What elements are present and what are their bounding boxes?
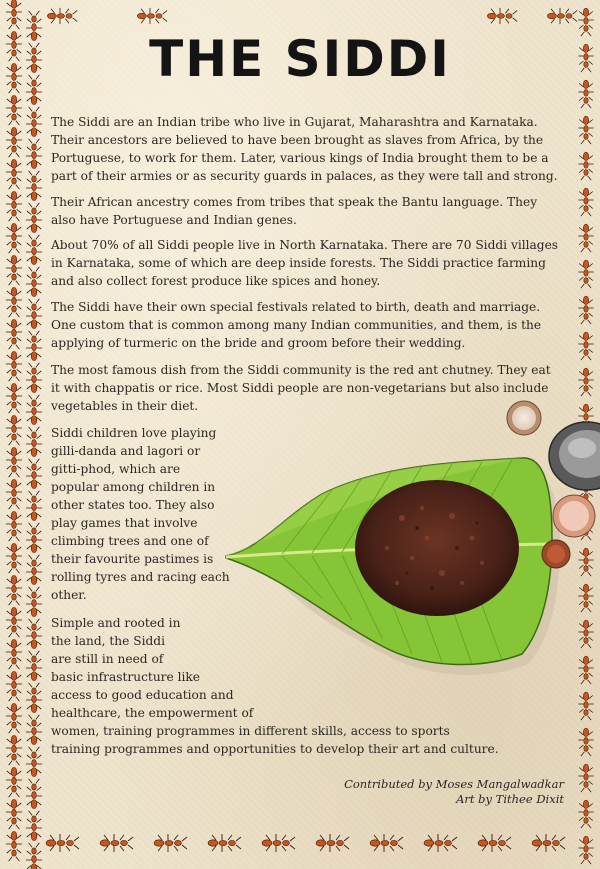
- games-paragraph: Siddi children love playing gilli-danda and lagori or gitti-phod, which are popular among children in other states too. They also play games that involve climbing trees and one of their favourite pastimes is rolling tyres and racing each other.: [51, 426, 230, 602]
- red-ant-icon: [578, 836, 593, 864]
- ancestry-paragraph: Their African ancestry comes from tribes that speak the Bantu language. They also have Portuguese and Indian genes.: [51, 195, 538, 227]
- red-ant-icon: [208, 834, 241, 852]
- red-ant-icon: [6, 479, 22, 509]
- red-ant-icon: [6, 575, 22, 605]
- intro-paragraph: The Siddi are an Indian tribe who live in Gujarat, Maharashtra and Karnataka. Their ancestors are believed to have been brought as slaves from Africa, by the Portuguese, to work for them. Later, various kings of India brought them to be a part of their armies or as security guards in palaces, as they were tall and strong.: [51, 115, 558, 183]
- food-paragraph: The most famous dish from the Siddi community is the red ant chutney. They eat it with chappatis or rice. Most Siddi people are non-vegetarians but also include vegetables in their diet.: [51, 363, 551, 413]
- top-ant-border: [40, 0, 600, 34]
- red-ant-icon: [26, 683, 42, 713]
- red-ant-icon: [532, 834, 565, 852]
- red-ant-icon: [6, 767, 22, 797]
- red-ant-icon: [6, 415, 22, 445]
- red-ant-icon: [6, 831, 22, 861]
- needs-line: healthcare, the empowerment of: [51, 706, 254, 720]
- red-ant-icon: [26, 235, 42, 265]
- red-ant-icon: [100, 834, 133, 852]
- banana-leaf-red-ant-chutney-icon: [222, 398, 600, 678]
- red-ant-icon: [26, 139, 42, 169]
- red-ant-icon: [6, 191, 22, 221]
- needs-line: are still in need of: [51, 652, 164, 666]
- red-ant-icon: [6, 319, 22, 349]
- red-ant-icon: [6, 799, 22, 829]
- red-ant-icon: [26, 491, 42, 521]
- red-ant-icon: [6, 127, 22, 157]
- red-ant-icon: [578, 116, 593, 144]
- red-ant-icon: [578, 152, 593, 180]
- needs-line: basic infrastructure like: [51, 670, 200, 684]
- red-ant-icon: [6, 735, 22, 765]
- needs-line: training programmes and opportunities to develop their art and culture.: [51, 742, 499, 756]
- red-ant-icon: [26, 267, 42, 297]
- red-ant-icon: [137, 8, 167, 24]
- red-ant-icon: [26, 747, 42, 777]
- red-ant-icon: [26, 587, 42, 617]
- left-ant-border: [0, 0, 48, 869]
- red-ant-icon: [26, 715, 42, 745]
- red-ant-icon: [487, 8, 517, 24]
- red-ant-icon: [578, 800, 593, 828]
- red-ant-icon: [6, 255, 22, 285]
- red-ant-icon: [6, 0, 22, 29]
- red-ant-icon: [578, 224, 593, 252]
- red-ant-icon: [26, 427, 42, 457]
- red-ant-icon: [6, 287, 22, 317]
- red-ant-icon: [578, 296, 593, 324]
- red-ant-icon: [578, 368, 593, 396]
- red-ant-icon: [424, 834, 457, 852]
- red-ant-icon: [6, 511, 22, 541]
- red-ant-icon: [26, 555, 42, 585]
- red-ant-icon: [26, 363, 42, 393]
- needs-line: access to good education and: [51, 688, 234, 702]
- page-title: THE SIDDI: [149, 30, 451, 88]
- red-ant-icon: [26, 107, 42, 137]
- red-ant-icon: [26, 395, 42, 425]
- red-ant-icon: [578, 188, 593, 216]
- needs-line: Simple and rooted in: [51, 616, 181, 630]
- red-ant-icon: [578, 332, 593, 360]
- red-ant-icon: [262, 834, 295, 852]
- red-ant-icon: [6, 671, 22, 701]
- red-ant-icon: [6, 223, 22, 253]
- red-ant-icon: [26, 203, 42, 233]
- red-ant-icon: [26, 331, 42, 361]
- population-paragraph: About 70% of all Siddi people live in North Karnataka. There are 70 Siddi villages in Karnataka, some of which are deep inside forests. The Siddi practice farming and also collect forest produce like spices and honey.: [51, 238, 559, 288]
- red-ant-icon: [26, 171, 42, 201]
- needs-line: women, training programmes in different skills, access to sports: [51, 724, 450, 738]
- red-ant-icon: [547, 8, 577, 24]
- red-ant-icon: [578, 260, 593, 288]
- red-ant-icon: [6, 447, 22, 477]
- red-ant-icon: [26, 619, 42, 649]
- red-ant-icon: [26, 651, 42, 681]
- red-ant-icon: [46, 834, 79, 852]
- red-ant-icon: [578, 692, 593, 720]
- red-ant-icon: [154, 834, 187, 852]
- red-ant-icon: [6, 639, 22, 669]
- red-ant-icon: [6, 607, 22, 637]
- red-ant-icon: [6, 543, 22, 573]
- needs-line: the land, the Siddi: [51, 634, 165, 648]
- red-ant-icon: [26, 459, 42, 489]
- red-ant-icon: [6, 383, 22, 413]
- red-ant-icon: [6, 351, 22, 381]
- red-ant-icon: [26, 299, 42, 329]
- red-ant-icon: [47, 8, 77, 24]
- contributor-credit: Contributed by Moses Mangalwadkar: [344, 777, 564, 791]
- red-ant-icon: [316, 834, 349, 852]
- festivals-paragraph: The Siddi have their own special festivals related to birth, death and marriage. One custom that is common among many Indian communities, and them, is the applying of turmeric on the bride and groom before their wedding.: [51, 300, 542, 350]
- red-ant-icon: [370, 834, 403, 852]
- red-ant-icon: [6, 159, 22, 189]
- artist-credit: Art by Tithee Dixit: [456, 792, 564, 806]
- red-ant-icon: [478, 834, 511, 852]
- red-ant-icon: [26, 523, 42, 553]
- red-ant-icon: [578, 764, 593, 792]
- red-ant-icon: [6, 95, 22, 125]
- red-ant-icon: [6, 703, 22, 733]
- red-ant-icon: [26, 779, 42, 809]
- red-ant-icon: [578, 728, 593, 756]
- bottom-ant-border: [40, 809, 580, 869]
